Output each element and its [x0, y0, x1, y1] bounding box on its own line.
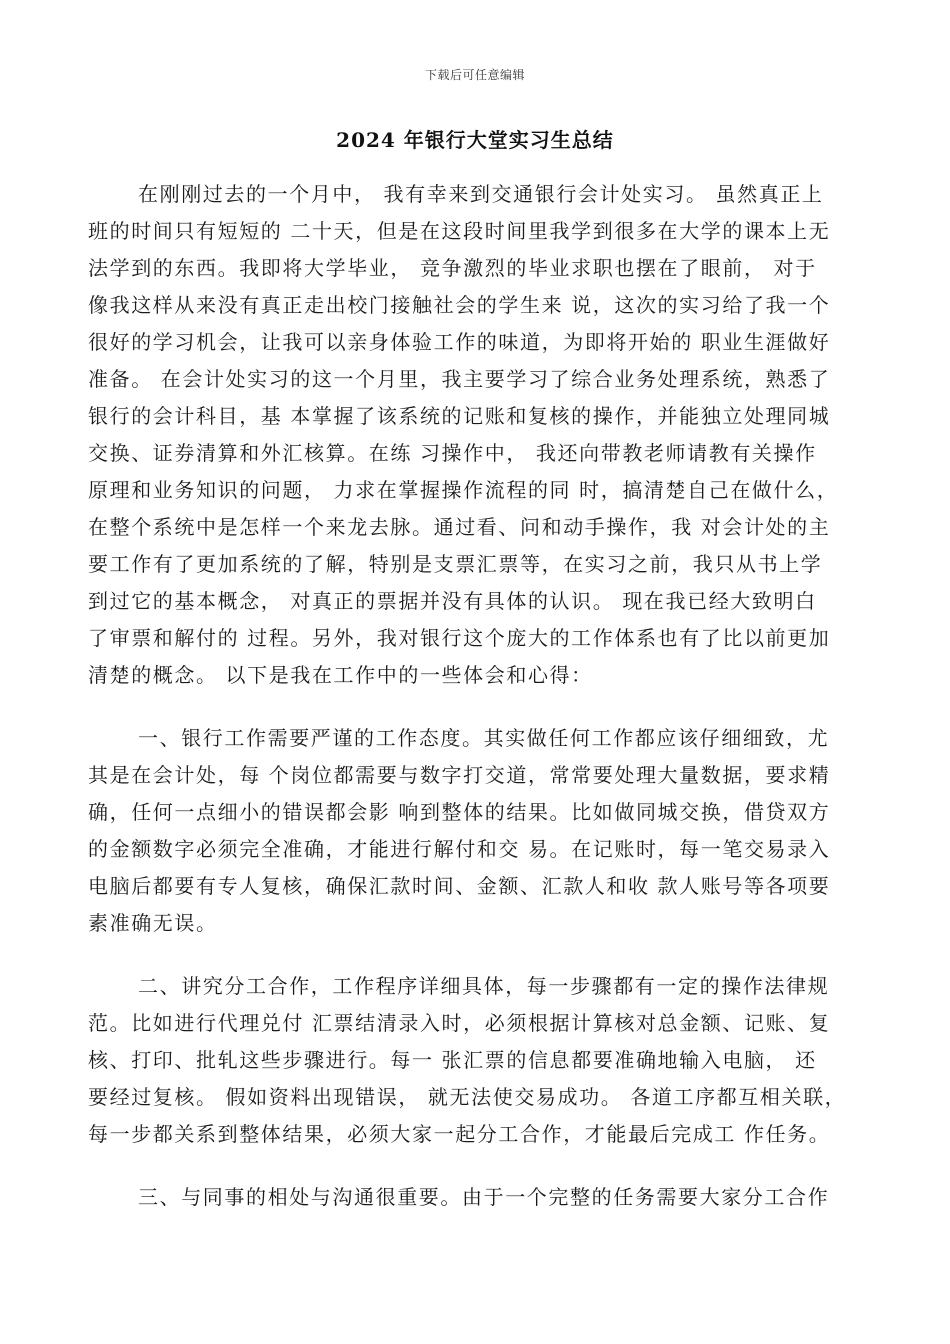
text-line: 其是在会计处，每 个岗位都需要与数字打交道，常常要处理大量数据，要求精	[88, 763, 831, 787]
paragraph-point-one	[88, 720, 868, 942]
document-body	[88, 176, 868, 1216]
text-line: 到过它的基本概念， 对真正的票据并没有具体的认识。 现在我已经大致明白	[88, 589, 817, 613]
text-line: 法学到的东西。我即将大学毕业， 竞争激烈的毕业求职也摆在了眼前， 对于	[88, 256, 817, 280]
paragraph-intro	[88, 176, 868, 694]
text-line: 交换、证券清算和外汇核算。在练 习操作中， 我还向带教老师请教有关操作	[88, 441, 817, 465]
text-line: 了审票和解付的 过程。另外，我对银行这个庞大的工作体系也有了比以前更加	[88, 626, 831, 650]
text-line: 在整个系统中是怎样一个来龙去脉。通过看、问和动手操作，我 对会计处的主	[88, 515, 831, 539]
text-line: 的金额数字必须完全准确，才能进行解付和交 易。在记账时，每一笔交易录入	[88, 837, 831, 861]
text-line: 二、讲究分工合作，工作程序详细具体，每一步骤都有一定的操作法律规	[138, 974, 830, 998]
text-line: 银行的会计科目，基 本掌握了该系统的记账和复核的操作，并能独立处理同城	[88, 404, 831, 428]
text-line: 在刚刚过去的一个月中， 我有幸来到交通银行会计处实习。 虽然真正上	[138, 182, 824, 206]
paragraph-point-three	[88, 1179, 868, 1216]
text-line: 很好的学习机会，让我可以亲身体验工作的味道，为即将开始的 职业生涯做好	[88, 330, 831, 354]
text-line: 三、与同事的相处与沟通很重要。由于一个完整的任务需要大家分工合作	[138, 1185, 830, 1209]
header-note: 下载后可任意编辑	[424, 68, 525, 82]
text-line: 确，任何一点细小的错误都会影 响到整体的结果。比如做同城交换，借贷双方	[88, 800, 831, 824]
text-line: 要工作有了更加系统的了解，特别是支票汇票等，在实习之前，我只从书上学	[88, 552, 823, 576]
text-line: 电脑后都要有专人复核，确保汇款时间、金额、汇款人和收 款人账号等各项要	[88, 874, 831, 898]
text-line: 一、银行工作需要严谨的工作态度。其实做任何工作都应该仔细细致，尤	[138, 726, 830, 750]
text-line: 范。比如进行代理兑付 汇票结清录入时，必须根据计算核对总金额、记账、复	[88, 1011, 831, 1035]
text-line: 素准确无误。	[88, 911, 218, 935]
text-line: 清楚的概念。 以下是我在工作中的一些体会和心得：	[88, 663, 593, 687]
document-title: 2024 年银行大堂实习生总结	[336, 128, 614, 152]
text-line: 班的时间只有短短的 二十天，但是在这段时间里我学到很多在大学的课本上无	[88, 219, 831, 243]
text-line: 核、打印、批轧这些步骤进行。每一 张汇票的信息都要准确地输入电脑， 还	[88, 1048, 817, 1072]
text-line: 原理和业务知识的问题， 力求在掌握操作流程的同 时，搞清楚自己在做什么，	[88, 478, 839, 502]
text-line: 准备。 在会计处实习的这一个月里，我主要学习了综合业务处理系统，熟悉了	[88, 367, 831, 391]
text-line: 像我这样从来没有真正走出校门接触社会的学生来 说，这次的实习给了我一个	[88, 293, 831, 317]
text-line: 要经过复核。 假如资料出现错误， 就无法使交易成功。 各道工序都互相关联，	[88, 1085, 847, 1109]
text-line: 每一步都关系到整体结果，必须大家一起分工合作，才能最后完成工 作任务。	[88, 1122, 831, 1146]
paragraph-point-two	[88, 968, 868, 1153]
